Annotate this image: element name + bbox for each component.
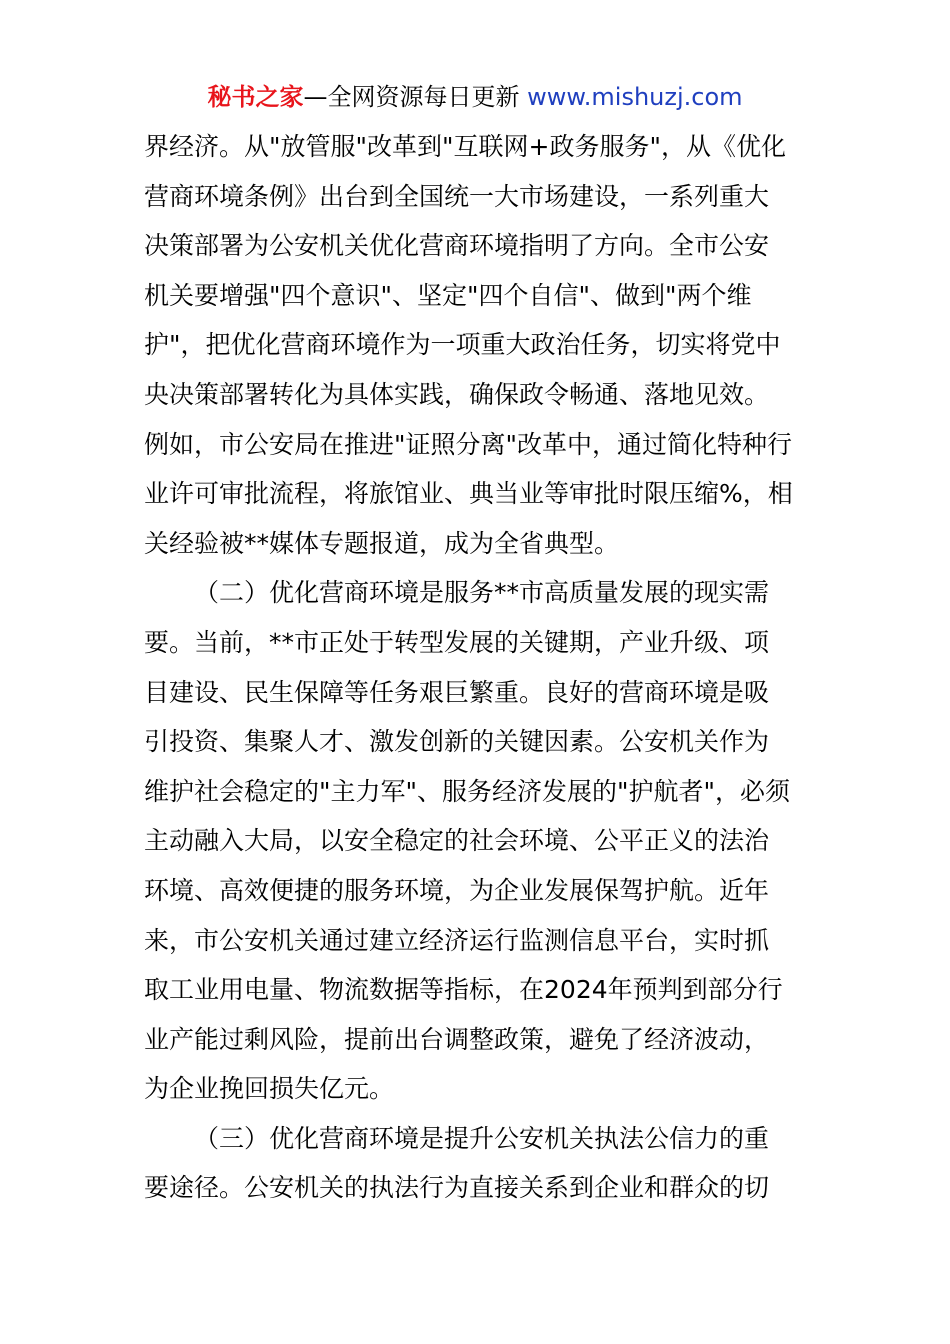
text-line: 业产能过剩风险，提前出台调整政策，避免了经济波动， xyxy=(144,1024,770,1054)
text-line: 护"，把优化营商环境作为一项重大政治任务，切实将党中 xyxy=(144,330,781,360)
text-line: 目建设、民生保障等任务艰巨繁重。良好的营商环境是吸 xyxy=(144,677,770,707)
text-line: 来，市公安机关通过建立经济运行监测信息平台，实时抓 xyxy=(144,925,770,955)
text-line: 关经验被**媒体专题报道，成为全省典型。 xyxy=(144,528,620,558)
text-line: 维护社会稳定的"主力军"、服务经济发展的"护航者"，必须 xyxy=(144,776,790,806)
text-line: 要途径。公安机关的执法行为直接关系到企业和群众的切 xyxy=(144,1173,770,1203)
section-heading-line: （三）优化营商环境是提升公安机关执法公信力的重 xyxy=(194,1123,770,1153)
text-line: 业许可审批流程，将旅馆业、典当业等审批时限压缩%，相 xyxy=(144,479,793,509)
text-line: 央决策部署转化为具体实践，确保政令畅通、落地见效。 xyxy=(144,379,770,409)
text-line: 引投资、集聚人才、激发创新的关键因素。公安机关作为 xyxy=(144,727,770,757)
section-heading-line: （二）优化营商环境是服务**市高质量发展的现实需 xyxy=(194,578,770,608)
text-line: 决策部署为公安机关优化营商环境指明了方向。全市公安 xyxy=(144,231,770,261)
site-name: 秘书之家 xyxy=(207,83,304,111)
text-line: 主动融入大局，以安全稳定的社会环境、公平正义的法治 xyxy=(144,826,770,856)
text-line: 例如，市公安局在推进"证照分离"改革中，通过简化特种行 xyxy=(144,429,793,459)
text-line: 要。当前，**市正处于转型发展的关键期，产业升级、项 xyxy=(144,627,770,657)
site-url[interactable]: www.mishuzj.com xyxy=(527,83,743,111)
text-line: 界经济。从"放管服"改革到"互联网+政务服务"，从《优化 xyxy=(144,132,786,161)
site-header xyxy=(0,82,950,112)
text-line: 取工业用电量、物流数据等指标，在2024年预判到部分行 xyxy=(144,975,783,1005)
text-line: 机关要增强"四个意识"、坚定"四个自信"、做到"两个维 xyxy=(144,280,752,310)
document-body xyxy=(144,122,808,1213)
text-line: 环境、高效便捷的服务环境，为企业发展保驾护航。近年 xyxy=(144,875,770,905)
text-line: 为企业挽回损失亿元。 xyxy=(144,1074,395,1104)
site-tagline: —全网资源每日更新 xyxy=(303,83,520,111)
text-line: 营商环境条例》出台到全国统一大市场建设，一系列重大 xyxy=(144,181,770,211)
